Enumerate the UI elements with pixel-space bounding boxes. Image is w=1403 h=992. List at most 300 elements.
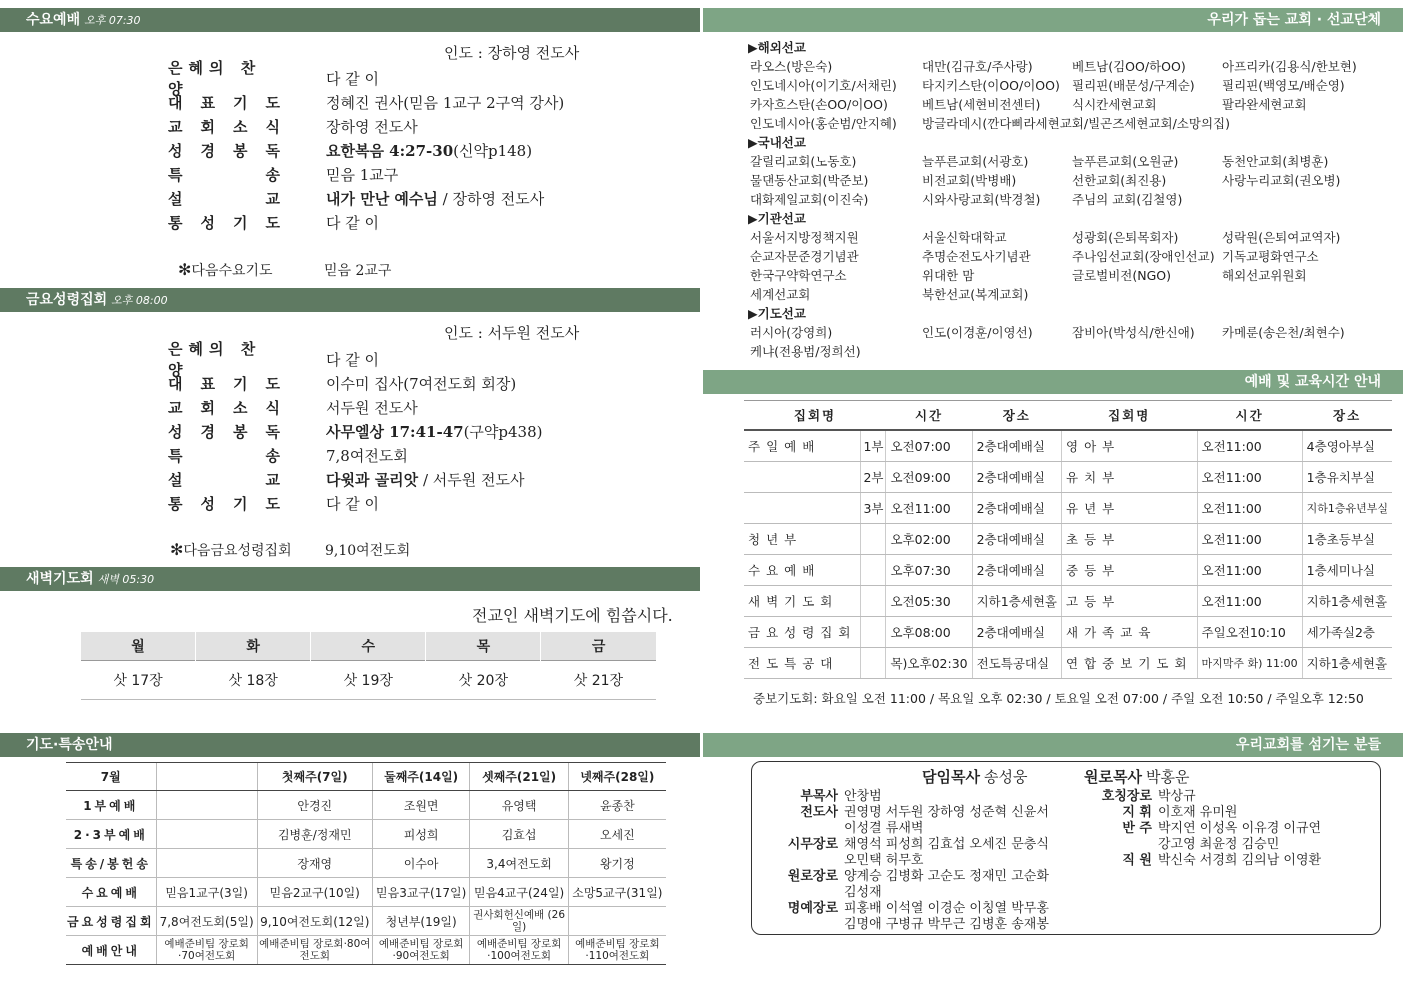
prayer-cell: 2·3부예배	[66, 820, 156, 849]
staff-names: 채영석 피성희 김효섭 오세진 문충식	[844, 837, 1049, 852]
schedule-table	[744, 400, 1392, 679]
schedule-cell: 지하1층유년부실	[1302, 493, 1392, 524]
schedule-cell: 2부	[861, 462, 886, 493]
order-label: 설 교	[168, 189, 280, 208]
staff-row	[782, 869, 1049, 885]
order-value-text: 서두원 전도사	[326, 398, 418, 417]
mission-item	[1072, 342, 1222, 361]
order-row	[168, 491, 543, 515]
schedule-title: 예배 및 교육시간 안내	[1244, 374, 1381, 390]
mission-item: 늘푸른교회(오원균)	[1072, 154, 1179, 169]
mission-item: 순교자문준경기념관	[750, 249, 859, 264]
dawn-reading: 삿 19장	[311, 661, 426, 700]
order-value	[326, 188, 544, 209]
order-row	[168, 138, 564, 162]
mission-item: 기독교평화연구소	[1222, 249, 1319, 264]
prayer-cell: 예배안내	[66, 936, 156, 965]
mission-group-heading: ▶국내선교	[748, 135, 806, 150]
mission-item: 동천안교회(최병훈)	[1222, 154, 1329, 169]
dawn-day: 수	[311, 632, 426, 661]
staff-names: 오민택 허무호	[844, 853, 924, 868]
mission-item: 추명순전도사기념관	[922, 249, 1031, 264]
mission-item: 해외선교위원회	[1222, 268, 1307, 283]
staff-box	[751, 761, 1381, 935]
fri-time: 오후 08:00	[111, 294, 168, 307]
schedule-cell: 중등부	[1062, 555, 1198, 586]
prayer-cell: 예배준비팀 장로회·70여전도회	[156, 936, 257, 965]
dawn-title: 새벽기도회	[26, 571, 94, 587]
schedule-cell: 3부	[861, 493, 886, 524]
wed-time: 오후 07:30	[84, 14, 141, 27]
prayer-cell: 금요성령집회	[66, 907, 156, 936]
mission-item: 인도(이경훈/이영선)	[922, 325, 1033, 340]
schedule-cell: 오전11:00	[1197, 586, 1302, 617]
mission-item: 글로벌비전(NGO)	[1072, 268, 1172, 283]
order-label: 교 회 소 식	[168, 398, 280, 417]
schedule-cell: 새벽기도회	[744, 586, 861, 617]
prayer-row	[66, 936, 666, 965]
missions-list	[748, 38, 1388, 361]
staff-row	[782, 885, 1049, 901]
schedule-cell: 세가족실2층	[1302, 617, 1392, 648]
order-row	[168, 210, 564, 234]
prayer-header	[156, 763, 257, 791]
wed-section-header	[0, 8, 700, 32]
mission-item: 인도네시아(이기호/서채린)	[750, 78, 897, 93]
staff-names: 권영명 서두원 장하영 성준혁 신윤서	[844, 805, 1049, 820]
schedule-cell: 오전11:00	[886, 493, 972, 524]
mission-item: 아프리카(김용식/한보현)	[1222, 59, 1357, 74]
schedule-cell: 유치부	[1062, 462, 1198, 493]
staff-names: 박신숙 서경희 김의남 이영환	[1158, 853, 1322, 868]
prayer-cell: 3,4여전도회	[470, 849, 568, 878]
order-row	[168, 419, 543, 443]
mission-row	[748, 57, 1388, 76]
schedule-cell: 1층세미나실	[1302, 555, 1392, 586]
prayer-row	[66, 878, 666, 907]
order-value-text: 다 같 이	[326, 213, 380, 232]
mission-item: 타지키스탄(이OO/이OO)	[922, 78, 1060, 93]
prayer-cell: 오세진	[568, 820, 666, 849]
mission-item	[1222, 342, 1372, 361]
prayer-cell: 예배준비팀 장로회·90여전도회	[372, 936, 470, 965]
order-label: 대 표 기 도	[168, 374, 280, 393]
staff-left-column	[782, 789, 1049, 933]
staff-names: 안창범	[844, 789, 882, 804]
staff-role: 반 주	[1122, 821, 1152, 836]
mission-item: 시와사랑교회(박경철)	[922, 192, 1041, 207]
schedule-cell: 유년부	[1062, 493, 1198, 524]
mission-item: 라오스(방은숙)	[750, 59, 833, 74]
mission-item: 베트남(김OO/하OO)	[1072, 59, 1186, 74]
order-value-text: / 서두원 전도사	[418, 470, 525, 489]
staff-row	[1096, 805, 1321, 821]
order-value	[326, 469, 524, 490]
schedule-cell: 지하1층세현홀	[1302, 586, 1392, 617]
schedule-cell: 초등부	[1062, 524, 1198, 555]
senior-pastor-name: 송성웅	[983, 768, 1028, 786]
schedule-header-row	[744, 401, 1392, 431]
prayer-cell: 왕기정	[568, 849, 666, 878]
staff-role: 직 원	[1122, 853, 1152, 868]
order-label: 통 성 기 도	[168, 213, 280, 232]
order-value	[326, 68, 379, 89]
mission-row	[748, 114, 1388, 133]
schedule-row	[744, 586, 1392, 617]
schedule-cell: 1층초등부실	[1302, 524, 1392, 555]
schedule-cell: 목)오후02:30	[886, 648, 972, 679]
schedule-cell: 오후07:30	[886, 555, 972, 586]
schedule-cell: 지하1층세현홀	[972, 586, 1061, 617]
schedule-cell: 오전11:00	[1197, 555, 1302, 586]
prayer-cell: 소망5교구(31일)	[568, 878, 666, 907]
mission-item: 비전교회(박병배)	[922, 173, 1017, 188]
schedule-cell	[861, 555, 886, 586]
schedule-cell: 주일오전10:10	[1197, 617, 1302, 648]
prayer-header: 7월	[66, 763, 156, 791]
schedule-cell: 4층영아부실	[1302, 430, 1392, 462]
missions-title: 우리가 돕는 교회 · 선교단체	[1207, 12, 1381, 28]
schedule-header: 장소	[1302, 401, 1392, 431]
fri-next-label: 다음금요성령집회	[183, 543, 292, 559]
mission-item: 방글라데시(깐다삐라세현교회/빌곤즈세현교회/소망의집)	[922, 116, 1230, 131]
mission-item: 한국구약학연구소	[750, 268, 847, 283]
schedule-cell: 고등부	[1062, 586, 1198, 617]
order-row	[168, 467, 543, 491]
asterisk-icon: ✻	[178, 260, 192, 279]
schedule-cell: 오전11:00	[1197, 462, 1302, 493]
staff-row	[782, 917, 1049, 933]
mission-row	[748, 342, 1388, 361]
order-value	[326, 373, 516, 394]
mission-item: 필리핀(배문성/구계순)	[1072, 78, 1195, 93]
staff-names: 김성재	[844, 885, 882, 900]
wed-title: 수요예배	[26, 12, 81, 28]
staff-names: 김명애 구병규 박무근 김병훈 송재봉	[844, 917, 1049, 932]
mission-item	[1072, 114, 1222, 133]
order-value-text: / 장하영 전도사	[437, 189, 545, 208]
wed-next-label: 다음수요기도	[191, 263, 273, 279]
staff-right-column	[1096, 789, 1321, 869]
staff-row	[782, 805, 1049, 821]
order-label: 성 경 봉 독	[168, 422, 280, 441]
emeritus-pastor-label: 원로목사	[1084, 768, 1142, 786]
schedule-cell: 마지막주 화) 11:00	[1197, 648, 1302, 679]
missions-section-header	[703, 8, 1403, 32]
prayer-row	[66, 791, 666, 820]
staff-title: 우리교회를 섬기는 분들	[1236, 737, 1381, 753]
prayer-cell: 예배준비팀 장로회·100여전도회	[470, 936, 568, 965]
prayer-cell	[156, 849, 257, 878]
prayer-cell: 청년부(19일)	[372, 907, 470, 936]
order-label: 특 송	[168, 446, 280, 465]
staff-row	[782, 789, 1049, 805]
mission-item: 러시아(강영희)	[750, 325, 833, 340]
senior-pastor	[922, 766, 1027, 787]
order-label-text: 은혜의 찬양	[168, 340, 262, 379]
mission-row	[748, 285, 1388, 304]
prayer-cell: 예배준비팀 장로회·80여전도회	[257, 936, 372, 965]
schedule-header: 장소	[972, 401, 1061, 431]
staff-row	[782, 853, 1049, 869]
dawn-day: 월	[81, 632, 196, 661]
fri-next-value: 9,10여전도회	[325, 543, 411, 559]
order-row	[168, 443, 543, 467]
schedule-cell: 전도특공대	[744, 648, 861, 679]
mission-item: 케냐(전용범/정희선)	[750, 344, 861, 359]
prayer-cell: 이수아	[372, 849, 470, 878]
staff-role: 명예장로	[787, 901, 838, 916]
schedule-row	[744, 524, 1392, 555]
schedule-cell	[861, 648, 886, 679]
wed-leader: 인도 : 장하영 전도사	[444, 44, 580, 62]
mission-item: 카자흐스탄(손OO/이OO)	[750, 97, 888, 112]
schedule-cell	[861, 617, 886, 648]
staff-role: 원로장로	[787, 869, 838, 884]
schedule-cell	[861, 524, 886, 555]
mission-item: 선한교회(최진용)	[1072, 173, 1167, 188]
staff-role	[782, 821, 838, 837]
order-row	[168, 162, 564, 186]
staff-names: 강고영 최윤정 김승민	[1158, 837, 1280, 852]
schedule-cell: 1부	[861, 430, 886, 462]
mission-row	[748, 228, 1388, 247]
order-value-text: (신약p148)	[453, 141, 533, 160]
schedule-cell: 1층유치부실	[1302, 462, 1392, 493]
staff-row	[782, 837, 1049, 853]
prayer-cell: 9,10여전도회(12일)	[257, 907, 372, 936]
mission-item: 대만(김규호/주사랑)	[922, 59, 1033, 74]
mission-row	[748, 171, 1388, 190]
order-label: 성 경 봉 독	[168, 141, 280, 160]
order-value	[326, 116, 418, 137]
schedule-cell: 주일예배	[744, 430, 861, 462]
prayer-header-row	[66, 763, 666, 791]
prayer-row	[66, 907, 666, 936]
schedule-row	[744, 493, 1392, 524]
fri-title: 금요성령집회	[26, 292, 108, 308]
mission-row	[748, 247, 1388, 266]
prayer-cell: 피성희	[372, 820, 470, 849]
schedule-header: 시간	[1197, 401, 1302, 431]
order-value	[326, 421, 543, 442]
staff-row	[1096, 837, 1321, 853]
order-value	[326, 349, 379, 370]
staff-names: 양계승 김병화 고순도 정재민 고순화	[844, 869, 1049, 884]
prayer-cell: 7,8여전도회(5일)	[156, 907, 257, 936]
prayer-title: 기도·특송안내	[26, 737, 113, 753]
order-value-text: 다 같 이	[326, 350, 380, 369]
mission-row	[748, 266, 1388, 285]
mission-row	[748, 95, 1388, 114]
prayer-header: 셋째주(21일)	[470, 763, 568, 791]
staff-row	[782, 901, 1049, 917]
order-row	[168, 395, 543, 419]
dawn-time: 새벽 05:30	[97, 573, 155, 586]
schedule-header: 시간	[886, 401, 972, 431]
emeritus-pastor	[1084, 766, 1189, 787]
prayer-cell: 특송/봉헌송	[66, 849, 156, 878]
schedule-cell	[861, 586, 886, 617]
prayer-cell: 김병훈/정재민	[257, 820, 372, 849]
mission-item	[1222, 190, 1372, 209]
emeritus-pastor-name: 박홍운	[1145, 768, 1190, 786]
prayer-cell: 장재영	[257, 849, 372, 878]
order-label: 대 표 기 도	[168, 93, 280, 112]
staff-names: 이성결 류새벽	[844, 821, 924, 836]
order-row	[168, 340, 543, 379]
mission-item: 잠비아(박성식/한신애)	[1072, 325, 1195, 340]
staff-names: 박지연 이성옥 이유경 이규연	[1158, 821, 1322, 836]
order-value-text: 다 같 이	[326, 69, 380, 88]
prayer-cell: 김효섭	[470, 820, 568, 849]
dawn-reading: 삿 18장	[196, 661, 311, 700]
prayer-cell: 1부예배	[66, 791, 156, 820]
dawn-day: 화	[196, 632, 311, 661]
schedule-row	[744, 617, 1392, 648]
order-label: 교 회 소 식	[168, 117, 280, 136]
schedule-cell: 오전11:00	[1197, 430, 1302, 462]
schedule-cell: 2층대예배실	[972, 524, 1061, 555]
prayer-cell: 윤종찬	[568, 791, 666, 820]
staff-names: 박상규	[1158, 789, 1196, 804]
dawn-section-header	[0, 567, 700, 591]
order-value	[326, 445, 408, 466]
staff-role: 지 휘	[1122, 805, 1152, 820]
mission-item	[1072, 285, 1222, 304]
senior-pastor-label: 담임목사	[922, 768, 980, 786]
schedule-row	[744, 648, 1392, 679]
schedule-cell: 전도특공대실	[972, 648, 1061, 679]
asterisk-icon: ✻	[170, 540, 184, 559]
schedule-header: 집회명	[1062, 401, 1198, 431]
schedule-cell: 2층대예배실	[972, 555, 1061, 586]
order-row	[168, 371, 543, 395]
order-row	[168, 90, 564, 114]
mission-item: 카메룬(송은천/최현수)	[1222, 325, 1345, 340]
dawn-reading: 삿 17장	[81, 661, 196, 700]
prayer-cell: 안경진	[257, 791, 372, 820]
schedule-cell: 금요성령집회	[744, 617, 861, 648]
mission-item: 갈릴리교회(노동호)	[750, 154, 857, 169]
staff-role	[782, 917, 838, 933]
mission-item: 베트남(세현비전센터)	[922, 97, 1041, 112]
schedule-row	[744, 555, 1392, 586]
staff-row	[1096, 853, 1321, 869]
schedule-cell: 오후02:00	[886, 524, 972, 555]
order-value	[326, 164, 398, 185]
dawn-day: 금	[541, 632, 656, 661]
mission-row	[748, 323, 1388, 342]
staff-role	[1096, 837, 1152, 853]
order-value-bold: 요한복음 4:27-30	[326, 141, 454, 160]
staff-role: 전도사	[800, 805, 838, 820]
prayer-cell: 권사회헌신예배 (26일)	[470, 907, 568, 936]
order-label: 특 송	[168, 165, 280, 184]
schedule-cell	[744, 493, 861, 524]
mission-item: 물댄동산교회(박준보)	[750, 173, 869, 188]
mission-item: 위대한 맘	[922, 268, 975, 283]
staff-role	[782, 853, 838, 869]
schedule-note: 중보기도회: 화요일 오전 11:00 / 목요일 오후 02:30 / 토요일 오전 07:00 / 주일 오전 10:50 / 주일오후 12:50	[753, 691, 1364, 706]
mission-item	[1222, 285, 1372, 304]
order-label: 통 성 기 도	[168, 494, 280, 513]
prayer-section-header	[0, 733, 700, 757]
prayer-cell: 유영택	[470, 791, 568, 820]
order-row	[168, 114, 564, 138]
order-value-bold: 내가 만난 예수님	[326, 189, 438, 208]
order-value	[326, 212, 379, 233]
mission-row	[748, 190, 1388, 209]
staff-role: 호칭장로	[1101, 789, 1152, 804]
prayer-cell: 믿음3교구(17일)	[372, 878, 470, 907]
schedule-cell: 2층대예배실	[972, 617, 1061, 648]
prayer-cell: 믿음2교구(10일)	[257, 878, 372, 907]
staff-role	[782, 885, 838, 901]
fri-order	[168, 340, 543, 515]
order-value	[326, 92, 564, 113]
order-value-bold: 사무엘상 17:41-47	[326, 422, 464, 441]
order-value-text: 7,8여전도회	[326, 446, 408, 465]
staff-section-header	[703, 733, 1403, 757]
prayer-cell	[156, 791, 257, 820]
dawn-note: 전교인 새벽기도에 힘씁시다.	[472, 606, 673, 625]
mission-item: 서울신학대학교	[922, 230, 1007, 245]
schedule-row	[744, 430, 1392, 462]
prayer-cell: 수요예배	[66, 878, 156, 907]
order-row	[168, 59, 564, 98]
prayer-cell	[156, 820, 257, 849]
mission-item: 사랑누리교회(권오병)	[1222, 173, 1341, 188]
mission-item: 성광회(은퇴목회자)	[1072, 230, 1179, 245]
mission-item: 주님의 교회(김철영)	[1072, 192, 1183, 207]
mission-group-heading: ▶기관선교	[748, 211, 806, 226]
schedule-cell: 오전07:00	[886, 430, 972, 462]
schedule-cell: 오전11:00	[1197, 493, 1302, 524]
mission-item: 서울서지방정책지원	[750, 230, 859, 245]
mission-item: 필리핀(백영모/배순영)	[1222, 78, 1345, 93]
order-value	[326, 397, 418, 418]
wed-next-value: 믿음 2교구	[324, 263, 392, 279]
prayer-row	[66, 820, 666, 849]
wed-order	[168, 59, 565, 234]
schedule-cell: 청년부	[744, 524, 861, 555]
prayer-row	[66, 849, 666, 878]
dawn-days-row	[81, 632, 657, 661]
mission-item: 주나임선교회(장애인선교)	[1072, 249, 1215, 264]
mission-row	[748, 152, 1388, 171]
prayer-header: 둘째주(14일)	[372, 763, 470, 791]
staff-names: 피홍배 이석열 이경순 이칭열 박무홍	[844, 901, 1049, 916]
mission-group-heading: ▶기도선교	[748, 306, 806, 321]
prayer-cell	[568, 907, 666, 936]
schedule-cell: 2층대예배실	[972, 493, 1061, 524]
prayer-table	[66, 762, 666, 965]
dawn-reading: 삿 20장	[426, 661, 541, 700]
order-row	[168, 186, 564, 210]
dawn-readings-row	[81, 661, 657, 700]
schedule-cell: 지하1층세현홀	[1302, 648, 1392, 679]
staff-role: 부목사	[800, 789, 838, 804]
schedule-cell: 오후08:00	[886, 617, 972, 648]
order-value-text: 믿음 1교구	[326, 165, 399, 184]
dawn-reading: 삿 21장	[541, 661, 656, 700]
order-label: 설 교	[168, 470, 280, 489]
prayer-cell: 예배준비팀 장로회·110여전도회	[568, 936, 666, 965]
prayer-cell: 믿음1교구(3일)	[156, 878, 257, 907]
fri-section-header	[0, 288, 700, 312]
dawn-table	[80, 632, 656, 700]
